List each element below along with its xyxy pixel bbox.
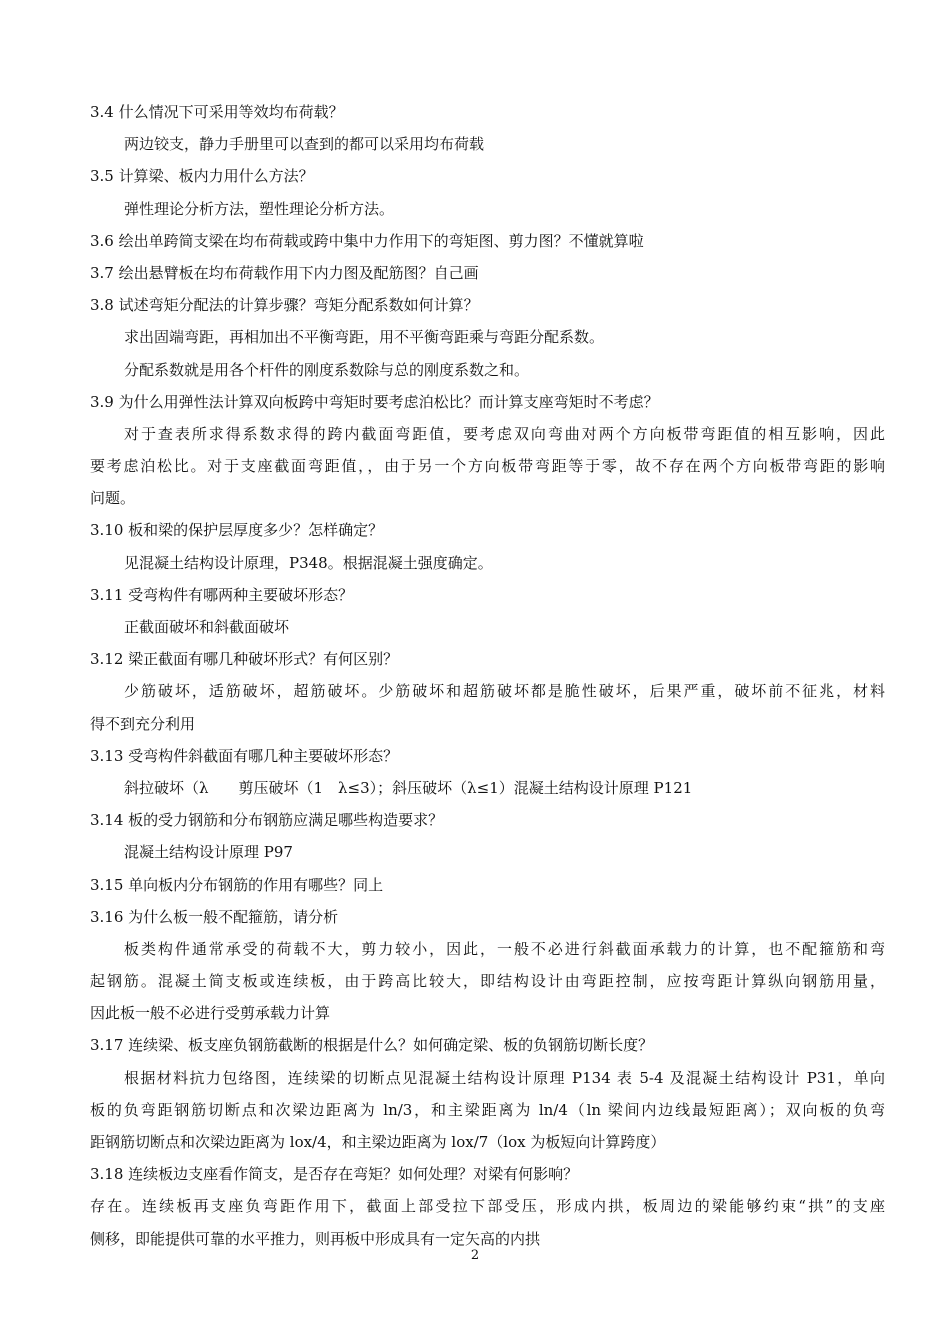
answer-line: 得不到充分利用	[90, 714, 196, 733]
answer-line: 问题。	[90, 489, 136, 508]
answer-line: 根据材料抗力包络图，连续梁的切断点见混凝土结构设计原理 P134 表 5-4 及混凝土结构设计 P31，单向	[124, 1068, 885, 1087]
question-line: 3.18 连续板边支座看作简支，是否存在弯矩？如何处理？对梁有何影响？	[90, 1165, 579, 1184]
answer-line: 距钢筋切断点和次梁边距离为 lox/4，和主梁边距离为 lox/7（lox 为板短向计算跨度）	[90, 1133, 666, 1151]
question-line: 3.16 为什么板一般不配箍筋，请分析	[90, 907, 339, 926]
answer-line: 见混凝土结构设计原理，P348。根据混凝土强度确定。	[124, 553, 493, 572]
answer-line: 求出固端弯距，再相加出不平衡弯距，用不平衡弯距乘与弯距分配系数。	[124, 328, 605, 347]
page-content	[90, 96, 885, 1255]
question-line: 3.12 梁正截面有哪几种破坏形式？有何区别？	[90, 650, 399, 669]
question-line: 3.10 板和梁的保护层厚度多少？怎样确定？	[90, 521, 384, 540]
answer-line: 板的负弯距钢筋切断点和次梁边距离为 ln/3，和主梁距离为 ln/4（ln 梁间内边线最短距离）；双向板的负弯	[90, 1100, 885, 1119]
question-line: 3.6 绘出单跨简支梁在均布荷载或跨中集中力作用下的弯矩图、剪力图？不懂就算啦	[90, 231, 644, 250]
question-line: 3.9 为什么用弹性法计算双向板跨中弯矩时要考虑泊松比？而计算支座弯矩时不考虑？	[90, 392, 659, 411]
answer-line: 弹性理论分析方法，塑性理论分析方法。	[124, 199, 395, 218]
page-number: 2	[470, 1248, 480, 1263]
answer-line: 起钢筋。混凝土简支板或连续板，由于跨高比较大，即结构设计由弯距控制，应按弯距计算纵向钢筋用量，	[90, 972, 885, 991]
answer-line: 分配系数就是用各个杆件的刚度系数除与总的刚度系数之和。	[124, 360, 530, 379]
answer-line: 两边铰支，静力手册里可以查到的都可以采用均布荷载	[124, 135, 485, 154]
answer-line: 斜拉破坏（λ 剪压破坏（1 λ≤3）；斜压破坏（λ≤1）混凝土结构设计原理 P121	[124, 778, 693, 797]
answer-line: 正截面破坏和斜截面破坏	[124, 618, 290, 636]
question-line: 3.13 受弯构件斜截面有哪几种主要破坏形态？	[90, 746, 399, 765]
answer-line: 因此板一般不必进行受剪承载力计算	[90, 1004, 331, 1023]
answer-line: 少筋破坏，适筋破坏，超筋破坏。少筋破坏和超筋破坏都是脆性破坏，后果严重，破坏前不征兆，材料	[124, 682, 885, 701]
answer-line: 板类构件通常承受的荷载不大，剪力较小，因此，一般不必进行斜截面承载力的计算，也不配箍筋和弯	[124, 939, 885, 958]
answer-line: 存在。连续板再支座负弯距作用下，截面上部受拉下部受压，形成内拱，板周边的梁能够约束“拱”的支座	[90, 1197, 885, 1216]
question-line: 3.15 单向板内分布钢筋的作用有哪些？同上	[90, 875, 384, 894]
question-line: 3.11 受弯构件有哪两种主要破坏形态？	[90, 585, 354, 604]
question-line: 3.4 什么情况下可采用等效均布荷载？	[90, 103, 344, 121]
question-line: 3.7 绘出悬臂板在均布荷载作用下内力图及配筋图？自己画	[90, 263, 479, 282]
question-line: 3.5 计算梁、板内力用什么方法？	[90, 167, 314, 186]
question-line: 3.14 板的受力钢筋和分布钢筋应满足哪些构造要求？	[90, 811, 444, 830]
question-line: 3.17 连续梁、板支座负钢筋截断的根据是什么？如何确定梁、板的负钢筋切断长度？	[90, 1036, 654, 1055]
question-line: 3.8 试述弯矩分配法的计算步骤？弯矩分配系数如何计算？	[90, 296, 479, 315]
answer-line: 要考虑泊松比。对于支座截面弯距值，，由于另一个方向板带弯距等于零，故不存在两个方向板带弯距的影响	[90, 457, 885, 476]
answer-line: 混凝土结构设计原理 P97	[124, 843, 293, 862]
answer-line: 侧移，即能提供可靠的水平推力，则再板中形成具有一定矢高的内拱	[90, 1229, 541, 1248]
answer-line: 对于查表所求得系数求得的跨内截面弯距值，要考虑双向弯曲对两个方向板带弯距值的相互影响，因此	[124, 424, 885, 443]
